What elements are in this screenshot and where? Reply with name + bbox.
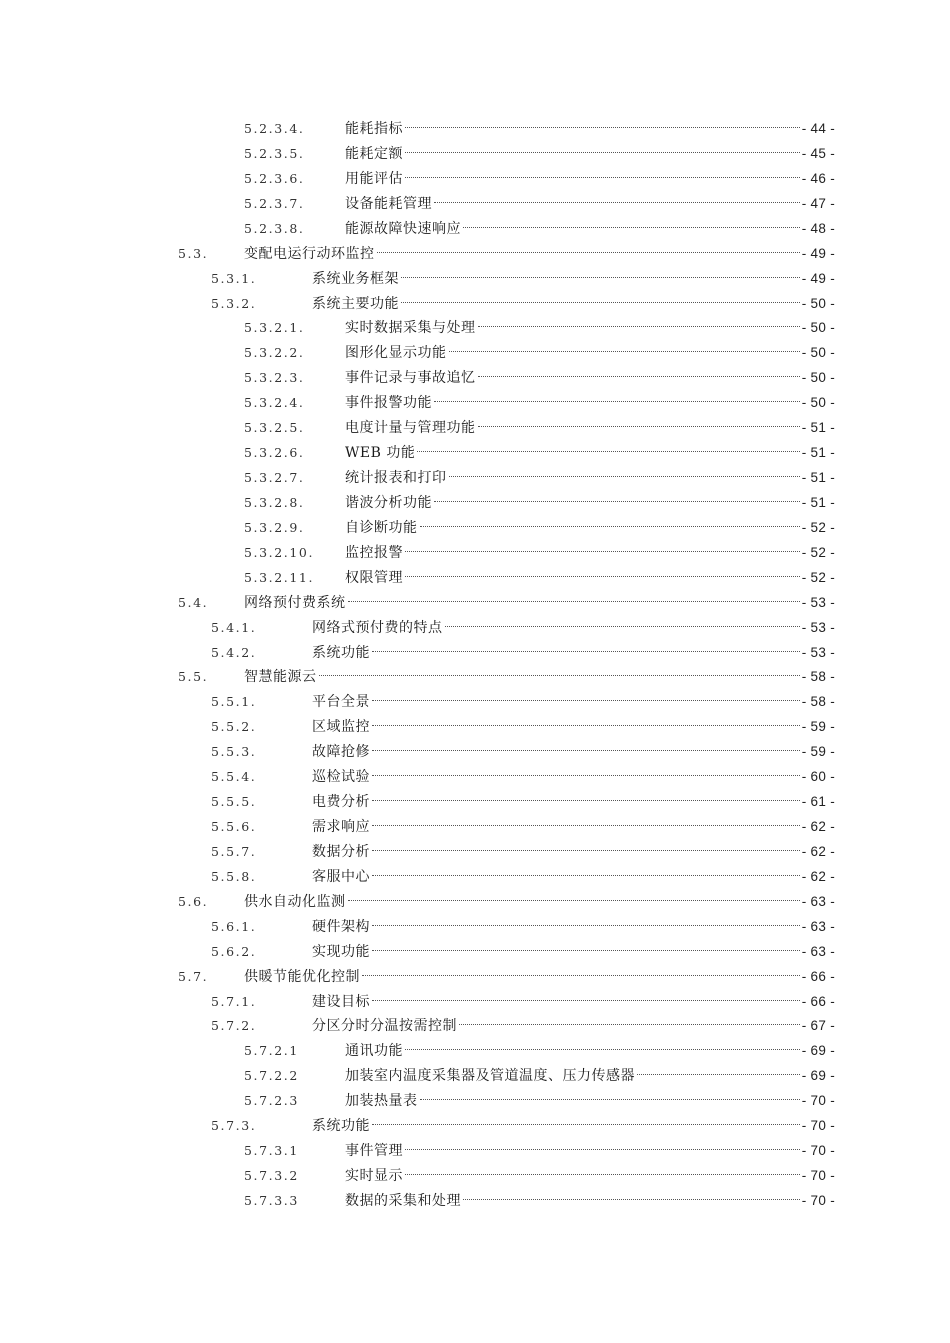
dot-leader [372,1000,800,1001]
toc-entry[interactable] [0,191,950,216]
toc-entry-number: 5.3.2.10. [244,544,315,560]
toc-entry[interactable] [0,989,950,1014]
toc-entry-line [345,216,835,242]
toc-entry-page: - 70 - [801,1192,835,1208]
dot-leader [377,252,800,253]
toc-entry-number: 5.7.3. [211,1118,257,1134]
toc-entry[interactable] [0,440,950,465]
toc-entry[interactable] [0,266,950,291]
toc-entry-page: - 58 - [801,669,835,685]
toc-entry-number: 5.3.2.9. [244,519,305,535]
toc-entry-title: 实时显示 [345,1168,403,1185]
toc-entry-line [345,465,835,491]
toc-entry-number: 5.7.2. [211,1018,257,1034]
toc-entry-title: 加装热量表 [345,1093,418,1110]
toc-entry-line [345,515,835,541]
toc-entry-title: 系统功能 [312,1118,370,1135]
toc-entry-number: 5.5.4. [211,769,257,785]
toc-entry-line [345,440,835,466]
toc-entry[interactable] [0,141,950,166]
toc-entry-page: - 66 - [801,968,835,984]
toc-entry[interactable] [0,216,950,241]
toc-entry-page: - 50 - [801,320,835,336]
toc-entry-page: - 53 - [801,594,835,610]
toc-entry-title: 客服中心 [312,868,370,885]
toc-entry-number: 5.3.2.1. [244,320,305,336]
toc-entry-line [312,1113,835,1139]
dot-leader [372,950,800,951]
toc-entry-title: 硬件架构 [312,918,370,935]
toc-entry-line [312,714,835,740]
toc-entry-line [244,664,835,690]
toc-entry[interactable] [0,1038,950,1063]
toc-entry-page: - 44 - [801,121,835,136]
toc-entry-page: - 66 - [801,993,835,1009]
toc-entry-line [345,490,835,516]
toc-entry-page: - 52 - [801,544,835,560]
dot-leader [319,675,800,676]
toc-entry[interactable] [0,889,950,914]
toc-entry-line [244,889,835,915]
toc-entry-title: 图形化显示功能 [345,345,447,362]
dot-leader [463,1199,800,1200]
toc-entry-number: 5.3.2.3. [244,370,305,386]
toc-entry-number: 5.5.7. [211,843,257,859]
toc-entry-line [244,590,835,616]
toc-entry-number: 5.5.2. [211,719,257,735]
toc-entry-number: 5.2.3.5. [244,145,305,161]
toc-entry[interactable] [0,964,950,989]
toc-entry[interactable] [0,1063,950,1088]
toc-entry-line [345,340,835,366]
dot-leader [434,401,800,402]
toc-entry-page: - 62 - [801,819,835,835]
toc-entry-line [312,615,835,641]
toc-entry-page: - 45 - [801,145,835,161]
toc-entry-page: - 51 - [801,470,835,486]
toc-entry-title: 需求响应 [312,819,370,836]
toc-entry-number: 5.2.3.7. [244,195,305,211]
toc-entry-line [345,1038,835,1064]
toc-entry-page: - 51 - [801,445,835,461]
toc-entry-line [312,640,835,666]
toc-entry[interactable] [0,764,950,789]
toc-entry-page: - 62 - [801,843,835,859]
dot-leader [372,651,800,652]
toc-entry-title: 网络式预付费的特点 [312,619,443,636]
toc-entry-number: 5.3.1. [211,270,257,286]
toc-entry-page: - 49 - [801,270,835,286]
dot-leader [405,1049,800,1050]
toc-entry[interactable] [0,1138,950,1163]
toc-entry-number: 5.3.2.7. [244,470,305,486]
toc-entry-page: - 52 - [801,519,835,535]
toc-entry[interactable] [0,241,950,266]
toc-entry-title: 数据的采集和处理 [345,1192,461,1209]
dot-leader [405,1149,800,1150]
dot-leader [420,526,800,527]
dot-leader [362,975,800,976]
toc-entry[interactable] [0,465,950,490]
toc-entry-number: 5.3.2.4. [244,395,305,411]
toc-entry[interactable] [0,590,950,615]
dot-leader [445,626,800,627]
toc-entry-line [345,166,835,192]
toc-entry-number: 5.3.2.2. [244,345,305,361]
toc-entry[interactable] [0,914,950,939]
toc-entry-page: - 59 - [801,744,835,760]
toc-entry-line [312,864,835,890]
toc-entry-line [312,914,835,940]
toc-entry[interactable] [0,291,950,316]
dot-leader [372,750,800,751]
toc-entry-number: 5.2.3.4. [244,121,305,136]
toc-entry[interactable] [0,689,950,714]
toc-entry-number: 5.7.1. [211,993,257,1009]
toc-entry-title: 建设目标 [312,993,370,1010]
toc-entry-number: 5.7.2.2 [244,1068,299,1084]
toc-entry[interactable] [0,365,950,390]
toc-entry-page: - 63 - [801,918,835,934]
toc-entry-line [312,266,835,292]
toc-entry-title: 能源故障快速响应 [345,220,461,237]
dot-leader [372,850,800,851]
dot-leader [405,551,800,552]
toc-entry-page: - 51 - [801,494,835,510]
toc-entry[interactable] [0,814,950,839]
toc-entry[interactable] [0,1013,950,1038]
toc-entry-line [312,989,835,1015]
toc-entry-page: - 46 - [801,170,835,186]
toc-entry-title: 事件报警功能 [345,395,432,412]
toc-entry-page: - 62 - [801,868,835,884]
toc-entry-page: - 51 - [801,420,835,436]
toc-entry[interactable] [0,515,950,540]
toc-entry-number: 5.4. [178,594,209,610]
toc-entry-page: - 48 - [801,220,835,236]
toc-entry[interactable] [0,415,950,440]
toc-entry-line [312,1013,835,1039]
toc-entry[interactable] [0,615,950,640]
dot-leader [401,277,800,278]
toc-entry-title: 供暖节能优化控制 [244,968,360,985]
toc-entry-number: 5.7.3.3 [244,1192,299,1208]
toc-entry-page: - 70 - [801,1168,835,1184]
toc-entry-number: 5.6.1. [211,918,257,934]
dot-leader [420,1099,800,1100]
toc-entry-title: 故障抢修 [312,744,370,761]
toc-entry[interactable] [0,116,950,141]
toc-entry-number: 5.3. [178,245,209,261]
toc-entry-number: 5.7. [178,968,209,984]
toc-entry-page: - 58 - [801,694,835,710]
dot-leader [372,1124,800,1125]
toc-entry[interactable] [0,789,950,814]
toc-entry-number: 5.7.2.3 [244,1093,299,1109]
toc-entry-page: - 63 - [801,893,835,909]
toc-entry[interactable] [0,565,950,590]
toc-entry[interactable] [0,390,950,415]
toc-entry[interactable] [0,490,950,515]
toc-entry-page: - 67 - [801,1018,835,1034]
dot-leader [463,227,800,228]
toc-entry-number: 5.7.3.2 [244,1168,299,1184]
toc-entry-line [345,1088,835,1114]
toc-entry[interactable] [0,739,950,764]
dot-leader [434,501,800,502]
dot-leader [405,152,800,153]
toc-entry-title: 变配电运行动环监控 [244,245,375,262]
toc-entry-page: - 61 - [801,794,835,810]
toc-entry[interactable] [0,1188,950,1213]
dot-leader [405,127,800,128]
toc-entry-title: 系统业务框架 [312,270,399,287]
toc-entry-number: 5.4.1. [211,619,257,635]
toc-entry[interactable] [0,1113,950,1138]
toc-entry-number: 5.3.2. [211,295,257,311]
toc-entry-number: 5.7.3.1 [244,1143,299,1159]
toc-entry-title: 权限管理 [345,569,403,586]
dot-leader [372,725,800,726]
toc-entry[interactable] [0,864,950,889]
toc-entry-title: 用能评估 [345,170,403,187]
toc-entry-line [345,1163,835,1189]
toc-entry-title: 能耗指标 [345,121,403,137]
dot-leader [401,302,800,303]
dot-leader [449,476,800,477]
dot-leader [372,825,800,826]
toc-entry-title: 平台全景 [312,694,370,711]
dot-leader [372,775,800,776]
toc-entry-title: 供水自动化监测 [244,893,346,910]
toc-entry-line [345,565,835,591]
toc-entry-title: 电费分析 [312,794,370,811]
dot-leader [449,351,800,352]
toc-entry-line [312,764,835,790]
toc-entry-number: 5.5.8. [211,868,257,884]
dot-leader [459,1024,800,1025]
toc-entry-page: - 70 - [801,1093,835,1109]
toc-entry-title: 巡检试验 [312,769,370,786]
toc-entry-page: - 50 - [801,295,835,311]
toc-entry-number: 5.5.6. [211,819,257,835]
toc-entry-title: 数据分析 [312,843,370,860]
toc-entry-page: - 70 - [801,1118,835,1134]
toc-entry-number: 5.5.5. [211,794,257,810]
toc-entry-line [345,1138,835,1164]
dot-leader [478,326,800,327]
toc-entry-line [345,390,835,416]
dot-leader [348,900,800,901]
toc-entry-page: - 49 - [801,245,835,261]
toc-entry[interactable] [0,640,950,665]
dot-leader [405,576,800,577]
toc-entry[interactable] [0,939,950,964]
toc-entry-line [312,789,835,815]
toc-entry-line [244,964,835,990]
toc-entry[interactable] [0,540,950,565]
toc-entry-line [312,739,835,765]
toc-entry-title: 通讯功能 [345,1043,403,1060]
toc-entry-page: - 50 - [801,395,835,411]
dot-leader [348,601,800,602]
toc-entry-number: 5.3.2.5. [244,420,305,436]
toc-entry-page: - 63 - [801,943,835,959]
toc-entry-number: 5.3.2.11. [244,569,315,585]
toc-entry-title: 自诊断功能 [345,519,418,536]
toc-entry-line [312,814,835,840]
toc-entry-line [244,241,835,267]
dot-leader [637,1074,800,1075]
toc-entry-line [312,291,835,317]
toc-entry[interactable] [0,714,950,739]
toc-entry-title: 网络预付费系统 [244,594,346,611]
toc-entry-number: 5.6. [178,893,209,909]
dot-leader [372,800,800,801]
toc-entry-title: 实时数据采集与处理 [345,320,476,337]
dot-leader [478,426,800,427]
toc-entry-title: 系统功能 [312,644,370,661]
toc-entry[interactable] [0,664,950,689]
toc-entry-title: 系统主要功能 [312,295,399,312]
toc-entry-number: 5.5.3. [211,744,257,760]
toc-entry-line [345,191,835,217]
toc-entry-title: 分区分时分温按需控制 [312,1018,457,1035]
toc-entry-line [345,315,835,341]
toc-entry-page: - 53 - [801,619,835,635]
toc-entry-page: - 50 - [801,345,835,361]
toc-entry-page: - 70 - [801,1143,835,1159]
toc-entry-page: - 60 - [801,769,835,785]
toc-entry-page: - 47 - [801,195,835,211]
toc-entry-number: 5.2.3.6. [244,170,305,186]
toc-entry-page: - 69 - [801,1043,835,1059]
toc-entry-number: 5.5.1. [211,694,257,710]
dot-leader [372,925,800,926]
toc-entry-line [345,415,835,441]
toc-entry-title: 事件记录与事故追忆 [345,370,476,387]
toc-entry-line [345,1063,835,1089]
toc-entry-title: 事件管理 [345,1143,403,1160]
toc-entry-page: - 50 - [801,370,835,386]
toc-entry-page: - 53 - [801,644,835,660]
toc-entry-number: 5.4.2. [211,644,257,660]
toc-entry-line [312,839,835,865]
dot-leader [417,451,799,452]
dot-leader [405,1174,800,1175]
toc-entry-line [345,116,835,142]
dot-leader [372,875,800,876]
toc-entry-title: 监控报警 [345,544,403,561]
toc-entry-title: 区域监控 [312,719,370,736]
toc-entry-title: WEB 功能 [345,445,416,462]
toc-entry-title: 加装室内温度采集器及管道温度、压力传感器 [345,1068,635,1085]
toc-entry-line [345,141,835,167]
toc-entry-page: - 59 - [801,719,835,735]
toc-entry-line [345,1188,835,1214]
toc-entry-page: - 69 - [801,1068,835,1084]
toc-entry[interactable] [0,1163,950,1188]
toc-entry-title: 统计报表和打印 [345,470,447,487]
toc-entry[interactable] [0,839,950,864]
toc-entry[interactable] [0,340,950,365]
toc-entry-number: 5.3.2.6. [244,445,305,461]
toc-entry-number: 5.5. [178,669,209,685]
toc-entry-title: 智慧能源云 [244,669,317,686]
toc-entry-line [345,365,835,391]
dot-leader [405,177,800,178]
toc-entry-line [345,540,835,566]
toc-entry[interactable] [0,1088,950,1113]
toc-entry-page: - 52 - [801,569,835,585]
dot-leader [434,202,800,203]
toc-entry-number: 5.3.2.8. [244,494,305,510]
toc-entry-number: 5.2.3.8. [244,220,305,236]
toc-entry-line [312,689,835,715]
toc-entry-title: 实现功能 [312,943,370,960]
toc-entry-line [312,939,835,965]
toc-entry-title: 电度计量与管理功能 [345,420,476,437]
toc-entry-number: 5.6.2. [211,943,257,959]
toc-entry-number: 5.7.2.1 [244,1043,299,1059]
dot-leader [372,700,800,701]
toc-entry[interactable] [0,166,950,191]
toc-entry-title: 设备能耗管理 [345,195,432,212]
dot-leader [478,376,800,377]
toc-entry-title: 能耗定额 [345,145,403,162]
toc-entry[interactable] [0,315,950,340]
toc-entry-title: 谐波分析功能 [345,494,432,511]
